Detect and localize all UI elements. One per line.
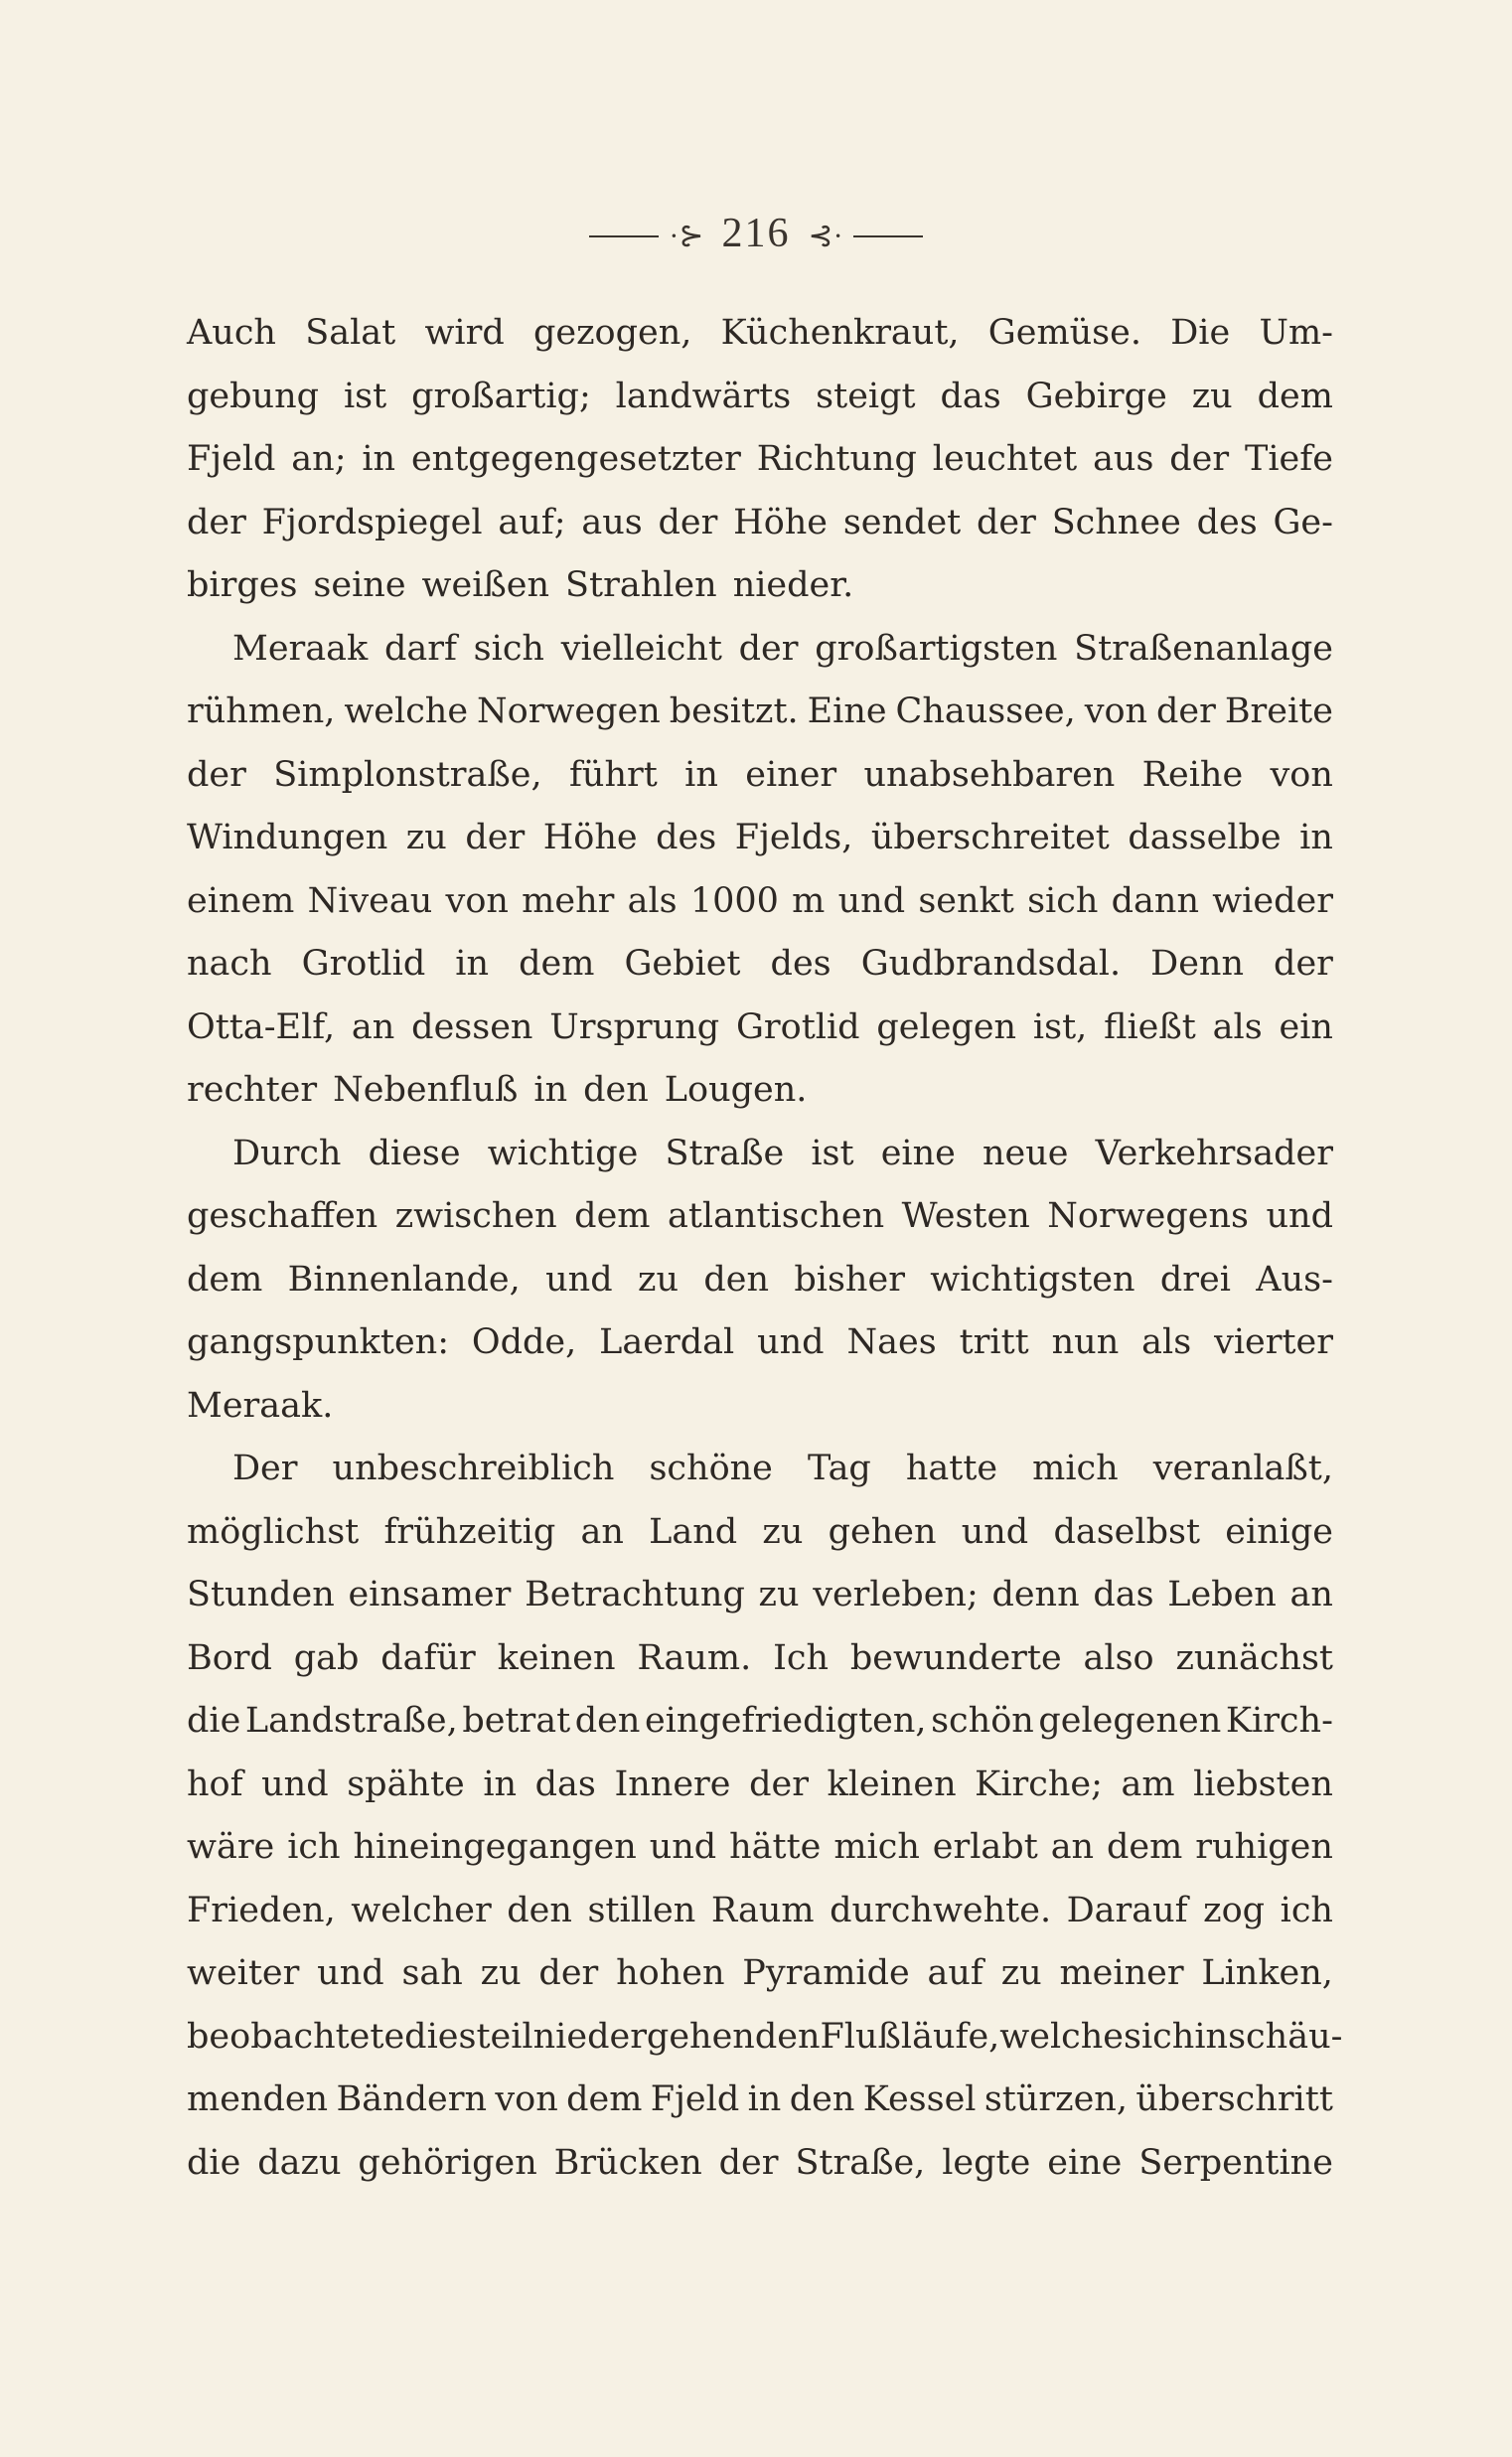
page-number: 216 — [721, 211, 791, 256]
text-line: Auch Salat wird gezogen, Küchenkraut, Gemüse. Die Um- — [187, 313, 1333, 353]
text-line: Frieden, welcher den stillen Raum durchwehte. Darauf zog ich — [187, 1890, 1333, 1930]
text-line: weiter und sah zu der hohen Pyramide auf zu meiner Linken, — [187, 1953, 1333, 1993]
text-line: birges seine weißen Strahlen nieder. — [187, 565, 854, 605]
ornament-left: ·⊱ — [669, 220, 704, 253]
text-line: Fjeld an; in entgegengesetzter Richtung leuchtet aus der Tiefe — [187, 439, 1333, 479]
page-header — [0, 204, 1512, 266]
text-line: gebung ist großartig; landwärts steigt das Gebirge zu dem — [187, 376, 1333, 416]
text-line: nach Grotlid in dem Gebiet des Gudbrandsdal. Denn der — [187, 944, 1333, 984]
text-line: Otta-Elf, an dessen Ursprung Grotlid gelegen ist, fließt als ein — [187, 1006, 1333, 1047]
text-line: rechter Nebenfluß in den Lougen. — [187, 1070, 808, 1110]
text-line: Durch diese wichtige Straße ist eine neue Verkehrsader — [232, 1133, 1333, 1173]
text-line: Bord gab dafür keinen Raum. Ich bewunderte also zunächst — [187, 1637, 1333, 1678]
text-line: dem Binnenlande, und zu den bisher wichtigsten drei Aus- — [187, 1259, 1333, 1300]
text-line: die Landstraße, betrat den eingefriedigten, schön gelegenen Kirch- — [187, 1701, 1333, 1741]
ornament-right: ⊰· — [808, 220, 843, 253]
text-line: Meraak darf sich vielleicht der großartigsten Straßenanlage — [232, 628, 1333, 669]
text-line: gangspunkten: Odde, Laerdal und Naes tritt nun als vierter — [187, 1322, 1333, 1362]
text-line: beobachtete die steil niedergehenden Flußläufe, welche sich in schäu- — [187, 2016, 1343, 2057]
text-line: wäre ich hineingegangen und hätte mich erlabt an dem ruhigen — [187, 1827, 1333, 1867]
text-line: möglichst frühzeitig an Land zu gehen und daselbst einige — [187, 1511, 1333, 1552]
text-line: Windungen zu der Höhe des Fjelds, überschreitet dasselbe in — [187, 818, 1333, 857]
page-body — [187, 302, 1343, 2195]
header-rule-right — [853, 235, 923, 237]
header-rule-left — [589, 235, 659, 237]
text-line: rühmen, welche Norwegen besitzt. Eine Chaussee, von der Breite — [187, 691, 1333, 731]
text-line: der Simplonstraße, führt in einer unabsehbaren Reihe von — [187, 754, 1333, 795]
text-line: die dazu gehörigen Brücken der Straße, legte eine Serpentine — [187, 2142, 1333, 2183]
text-line: Stunden einsamer Betrachtung zu verleben; denn das Leben an — [187, 1575, 1333, 1614]
text-line: einem Niveau von mehr als 1000 m und senkt sich dann wieder — [187, 880, 1333, 921]
text-line: geschaffen zwischen dem atlantischen Westen Norwegens und — [187, 1196, 1333, 1236]
text-line: hof und spähte in das Innere der kleinen Kirche; am liebsten — [187, 1764, 1333, 1804]
text-line: Meraak. — [187, 1385, 334, 1426]
text-line: Der unbeschreiblich schöne Tag hatte mich veranlaßt, — [232, 1449, 1333, 1488]
text-line: menden Bändern von dem Fjeld in den Kessel stürzen, überschritt — [187, 2079, 1333, 2119]
text-line: der Fjordspiegel auf; aus der Höhe sendet der Schnee des Ge- — [187, 502, 1333, 542]
